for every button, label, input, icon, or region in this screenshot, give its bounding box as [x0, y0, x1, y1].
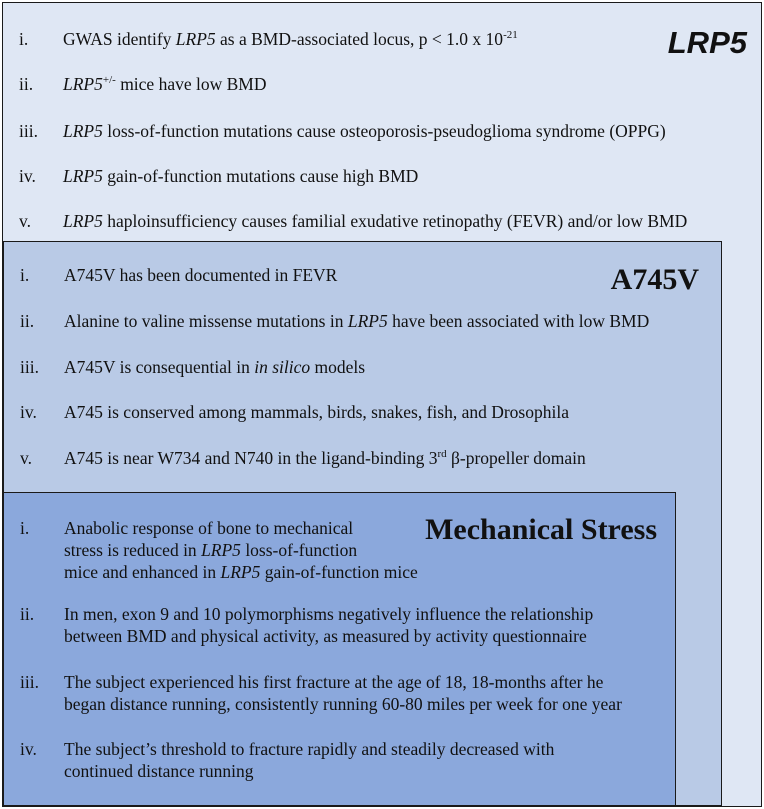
item-number: i.	[20, 265, 30, 285]
item-text: LRP5 loss-of-function mutations cause osteoporosis-pseudoglioma syndrome (OPPG)	[63, 121, 666, 141]
item-text: A745V is consequential in in silico models	[64, 357, 366, 377]
item-number: iv.	[20, 402, 37, 422]
item-text: The subject’s threshold to fracture rapidly and steadily decreased with continued distance running	[64, 739, 555, 781]
item-text: A745V has been documented in FEVR	[64, 265, 338, 285]
lrp5-title: LRP5	[667, 25, 747, 60]
item-number: iii.	[20, 357, 39, 377]
item-text: In men, exon 9 and 10 polymorphisms negatively influence the relationship between BMD and physical activity, as measured by activity questionnaire	[64, 604, 594, 646]
item-text: A745 is conserved among mammals, birds, snakes, fish, and Drosophila	[64, 402, 569, 422]
item-text: LRP5 haploinsufficiency causes familial exudative retinopathy (FEVR) and/or low BMD	[63, 211, 688, 231]
item-number: iii.	[20, 672, 39, 692]
item-text: A745 is near W734 and N740 in the ligand-binding 3rd β-propeller domain	[64, 448, 586, 468]
item-text: LRP5+/- mice have low BMD	[63, 74, 267, 94]
item-number: i.	[19, 29, 29, 49]
item-number: iv.	[20, 739, 37, 759]
item-text: Anabolic response of bone to mechanical stress is reduced in LRP5 loss-of-function mice and enhanced in LRP5 gain-of-function mice	[64, 518, 418, 582]
mechanical-stress-section	[3, 492, 676, 806]
a745v-title: A745V	[610, 263, 699, 296]
item-number: iii.	[19, 121, 38, 141]
item-number: v.	[19, 211, 31, 231]
mechanical-stress-title: Mechanical Stress	[425, 513, 657, 546]
item-text: The subject experienced his first fracture at the age of 18, 18-months after he began distance running, consistently running 60-80 miles per week for one year	[64, 672, 622, 714]
item-text: LRP5 gain-of-function mutations cause high BMD	[63, 166, 419, 186]
item-text: GWAS identify LRP5 as a BMD-associated locus, p < 1.0 x $10^{-21}$	[63, 29, 518, 49]
item-number: ii.	[20, 604, 35, 624]
item-number: v.	[20, 448, 32, 468]
item-number: i.	[20, 518, 30, 538]
item-text: Alanine to valine missense mutations in LRP5 have been associated with low BMD	[64, 311, 650, 331]
item-number: ii.	[20, 311, 35, 331]
item-number: ii.	[19, 74, 34, 94]
item-number: iv.	[19, 166, 36, 186]
